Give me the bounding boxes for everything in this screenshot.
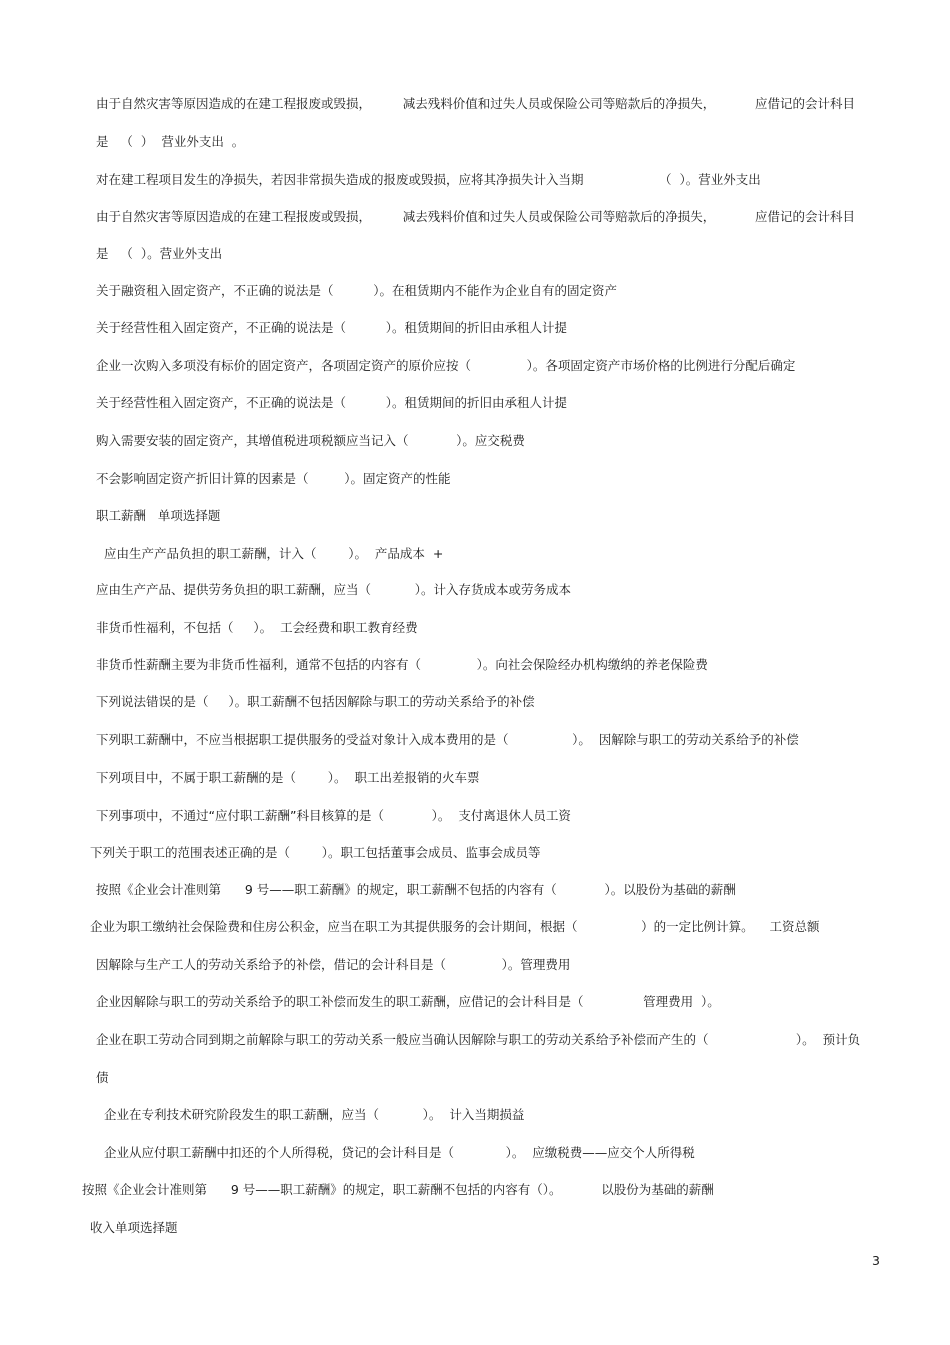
text-line: 按照《企业会计准则第 9 号——职工薪酬》的规定，职工薪酬不包括的内容有（ ）。以股份为基础的薪酬 [96, 882, 736, 897]
text-line: 企业因解除与职工的劳动关系给予的职工补偿而发生的职工薪酬，应借记的会计科目是（ 管理费用 ）。 [96, 994, 720, 1009]
text-line: 由于自然灾害等原因造成的在建工程报废或毁损， 减去残料价值和过失人员或保险公司等赔款后的净损失， 应借记的会计科目 [96, 209, 856, 224]
text-line: 购入需要安装的固定资产，其增值税进项税额应当记入（ ）。应交税费 [96, 433, 525, 448]
text-line: 关于融资租入固定资产，不正确的说法是（ ）。在租赁期内不能作为企业自有的固定资产 [96, 283, 617, 298]
text-line: 按照《企业会计准则第 9 号——职工薪酬》的规定，职工薪酬不包括的内容有（）。 以股份为基础的薪酬 [82, 1182, 714, 1197]
text-line: 应由生产产品、提供劳务负担的职工薪酬，应当（ ）。计入存货成本或劳务成本 [96, 582, 571, 597]
text-line: 下列职工薪酬中，不应当根据职工提供服务的受益对象计入成本费用的是（ ）。 因解除与职工的劳动关系给予的补偿 [96, 732, 799, 747]
text-line: 债 [96, 1070, 109, 1085]
text-line: 关于经营性租入固定资产，不正确的说法是（ ）。租赁期间的折旧由承租人计提 [96, 320, 567, 335]
text-line: 非货币性薪酬主要为非货币性福利，通常不包括的内容有（ ）。向社会保险经办机构缴纳的养老保险费 [96, 657, 708, 672]
text-line: 关于经营性租入固定资产，不正确的说法是（ ）。租赁期间的折旧由承租人计提 [96, 395, 567, 410]
text-line: 由于自然灾害等原因造成的在建工程报废或毁损， 减去残料价值和过失人员或保险公司等赔款后的净损失， 应借记的会计科目 [96, 96, 856, 111]
text-line: 下列说法错误的是（ ）。职工薪酬不包括因解除与职工的劳动关系给予的补偿 [96, 694, 535, 709]
section-heading: 职工薪酬 单项选择题 [96, 508, 221, 523]
text-line: 对在建工程项目发生的净损失，若因非常损失造成的报废或毁损，应将其净损失计入当期 （ ）。营业外支出 [96, 172, 761, 187]
text-line: 企业为职工缴纳社会保险费和住房公积金，应当在职工为其提供服务的会计期间，根据（ ）的一定比例计算。 工资总额 [90, 919, 820, 934]
section-heading: 收入单项选择题 [90, 1220, 178, 1235]
text-line: 不会影响固定资产折旧计算的因素是（ ）。固定资产的性能 [96, 471, 451, 486]
text-line: 是 （ ） 营业外支出 。 [96, 134, 245, 149]
text-line: 企业在职工劳动合同到期之前解除与职工的劳动关系一般应当确认因解除与职工的劳动关系给予补偿而产生的（ ）。 预计负 [96, 1032, 861, 1047]
text-line: 企业从应付职工薪酬中扣还的个人所得税，贷记的会计科目是（ ）。 应缴税费——应交个人所得税 [96, 1145, 695, 1160]
text-line: 企业一次购入多项没有标价的固定资产，各项固定资产的原价应按（ ）。各项固定资产市场价格的比例进行分配后确定 [96, 358, 796, 373]
text-line: 下列项目中，不属于职工薪酬的是（ ）。 职工出差报销的火车票 [96, 770, 480, 785]
page-number: 3 [872, 1253, 880, 1268]
text-line: 因解除与生产工人的劳动关系给予的补偿，借记的会计科目是（ ）。管理费用 [96, 957, 571, 972]
text-line: 应由生产产品负担的职工薪酬，计入（ ）。 产品成本 + [96, 546, 444, 561]
text-line: 是 （ ）。营业外支出 [96, 246, 223, 261]
text-line: 非货币性福利，不包括（ ）。 工会经费和职工教育经费 [96, 620, 418, 635]
text-line: 企业在专利技术研究阶段发生的职工薪酬，应当（ ）。 计入当期损益 [96, 1107, 525, 1122]
text-line: 下列关于职工的范围表述正确的是（ ）。职工包括董事会成员、监事会成员等 [90, 845, 541, 860]
text-line: 下列事项中，不通过“应付职工薪酬”科目核算的是（ ）。 支付离退休人员工资 [96, 808, 571, 823]
